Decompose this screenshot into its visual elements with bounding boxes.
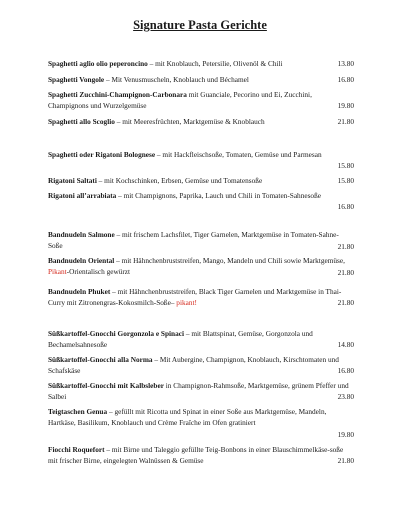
- item-description: – mit frischem Lachsfilet, Tiger Garnelen, Marktgemüse in Tomaten-Sahne-Soße: [48, 230, 339, 251]
- item-price: 21.80: [337, 298, 354, 307]
- item-price: 16.80: [337, 75, 354, 84]
- item-name: Süßkartoffel-Gnocchi Gorgonzola e Spinaci: [48, 329, 185, 338]
- item-description: – mit Champignons, Paprika, Lauch und Chili in Tomaten-Sahnesoße: [116, 191, 321, 200]
- item-name: Süßkartoffel-Gnocchi mit Kalbsleber: [48, 381, 164, 390]
- item-description: – mit Hähnchenbruststreifen, Mango, Mandeln und Chili sowie Marktgemüse,: [114, 256, 345, 265]
- menu-item: [48, 175, 352, 186]
- item-description: – mit Blattspinat, Gemüse, Gorgonzola und Bechamelsahnesoße: [48, 329, 313, 350]
- spicy-label: pikant!: [176, 298, 197, 308]
- item-price: 13.80: [337, 59, 354, 68]
- spicy-label: Pikant: [48, 267, 67, 277]
- item-description: – mit Meeresfrüchten, Marktgemüse & Knoblauch: [114, 117, 265, 126]
- item-name: Teigtaschen Genua: [48, 407, 108, 416]
- item-price: 19.80: [337, 101, 354, 110]
- menu-item: [48, 89, 352, 111]
- menu-item: [48, 149, 352, 160]
- item-price: 14.80: [337, 340, 354, 349]
- menu-item: [48, 58, 352, 69]
- item-price: 16.80: [337, 202, 354, 211]
- menu-item: [48, 116, 352, 127]
- menu-item: [48, 328, 352, 350]
- item-price: 21.80: [337, 268, 354, 277]
- item-price: 21.80: [337, 117, 354, 126]
- item-name: Bandnudeln Oriental: [48, 256, 115, 265]
- item-description: mit Guanciale, Pecorino und Ei, Zucchini, Champignons und Wurzelgemüse: [48, 90, 312, 111]
- item-price: 19.80: [337, 430, 354, 439]
- page-title: Signature Pasta Gerichte: [133, 18, 267, 32]
- item-description: in Champignon-Rahmsoße, Marktgemüse, grünem Pfeffer und Salbei: [48, 381, 349, 402]
- menu-item: [48, 286, 352, 308]
- item-name: Spaghetti Vongole: [48, 75, 105, 84]
- item-price: 16.80: [337, 366, 354, 375]
- item-description: – mit Hackfleischsoße, Tomaten, Gemüse und Parmesan: [155, 150, 322, 159]
- item-price: 23.80: [337, 392, 354, 401]
- menu-item: [48, 74, 352, 85]
- item-description: – mit Knoblauch, Petersilie, Olivenöl & Chili: [147, 59, 283, 68]
- menu-item: [48, 406, 352, 428]
- menu-item: [48, 380, 352, 402]
- menu-item: [48, 255, 352, 277]
- item-name: Spaghetti allo Scoglio: [48, 117, 115, 126]
- item-name: Süßkartoffel-Gnocchi alla Norma: [48, 355, 153, 364]
- menu-item: [48, 444, 352, 466]
- item-price: 21.80: [337, 242, 354, 251]
- item-price: 15.80: [337, 161, 354, 170]
- item-name: Spaghetti Zucchini-Champignon-Carbonara: [48, 90, 187, 99]
- item-name: Fiocchi Roquefort: [48, 445, 105, 454]
- item-description: – mit Hähnchenbruststreifen, Black Tiger Garnelen und Marktgemüse in Thai-Curry mit Zitronengras-Kokosmilch-Soße–: [48, 287, 342, 308]
- item-description: – mit Kochschinken, Erbsen, Gemüse und Tomatensoße: [96, 176, 263, 185]
- item-name: Rigatoni all’arrabiata: [48, 191, 117, 200]
- item-name: Spaghetti aglio olio peperoncino: [48, 59, 148, 68]
- menu-item: [48, 229, 352, 251]
- item-description-cont: -Orientalisch gewürzt: [66, 267, 131, 277]
- item-name: Bandnudeln Phuket: [48, 287, 111, 296]
- menu-item: [48, 354, 352, 376]
- item-description: – gefüllt mit Ricotta und Spinat in einer Soße aus Marktgemüse, Mandeln, Hartkäse, Basilikum, Knoblauch und Crème Fraîche im Ofen gratiniert: [48, 407, 327, 428]
- item-name: Bandnudeln Salmone: [48, 230, 115, 239]
- menu-item: [48, 190, 352, 201]
- item-price: 21.80: [337, 456, 354, 465]
- item-name: Rigatoni Saltati: [48, 176, 97, 185]
- item-description: – mit Birne und Taleggio gefüllte Teig-Bonbons in einer Blauschimmelkäse-soße mit frischer Birne, eingelegten Walnüssen & Gemüse: [48, 445, 344, 466]
- item-description: – Mit Venusmuscheln, Knoblauch und Béchamel: [104, 75, 249, 84]
- item-description: – Mit Aubergine, Champignon, Knoblauch, Kirschtomaten und Schafskäse: [48, 355, 339, 376]
- item-name: Spaghetti oder Rigatoni Bolognese: [48, 150, 156, 159]
- item-price: 15.80: [337, 176, 354, 185]
